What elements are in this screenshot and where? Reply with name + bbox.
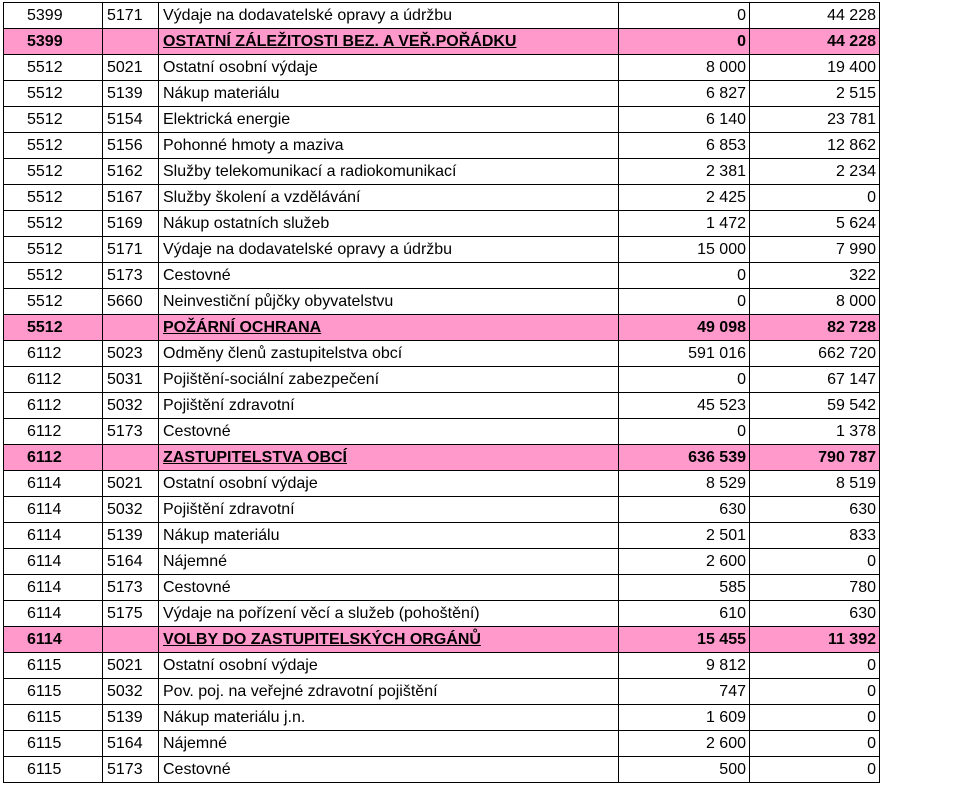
paragraph-code-cell: 6112 — [4, 367, 103, 393]
description-cell: Cestovné — [159, 419, 619, 445]
amount-a-cell: 2 425 — [619, 185, 750, 211]
paragraph-code-cell: 6115 — [4, 757, 103, 783]
amount-a-cell: 636 539 — [619, 445, 750, 471]
empty-gap-cell — [880, 757, 957, 783]
description-cell: ZASTUPITELSTVA OBCÍ — [159, 445, 619, 471]
amount-b-cell: 2 515 — [750, 81, 880, 107]
empty-gap-cell — [880, 263, 957, 289]
paragraph-code-cell: 6115 — [4, 731, 103, 757]
item-code-cell: 5032 — [103, 497, 159, 523]
amount-b-cell: 0 — [750, 549, 880, 575]
table-row — [4, 263, 957, 289]
budget-table-body — [4, 3, 957, 783]
amount-b-cell: 0 — [750, 757, 880, 783]
description-cell: Ostatní osobní výdaje — [159, 471, 619, 497]
amount-b-cell: 5 624 — [750, 211, 880, 237]
item-code-cell: 5021 — [103, 55, 159, 81]
amount-a-cell: 0 — [619, 263, 750, 289]
amount-a-cell: 0 — [619, 419, 750, 445]
amount-a-cell: 2 381 — [619, 159, 750, 185]
amount-b-cell: 82 728 — [750, 315, 880, 341]
item-code-cell: 5031 — [103, 367, 159, 393]
amount-a-cell: 2 600 — [619, 549, 750, 575]
empty-gap-cell — [880, 731, 957, 757]
amount-a-cell: 1 609 — [619, 705, 750, 731]
table-row — [4, 289, 957, 315]
table-row — [4, 237, 957, 263]
empty-gap-cell — [880, 471, 957, 497]
paragraph-code-cell: 5512 — [4, 133, 103, 159]
amount-b-cell: 8 519 — [750, 471, 880, 497]
amount-a-cell: 2 501 — [619, 523, 750, 549]
item-code-cell: 5660 — [103, 289, 159, 315]
empty-gap-cell — [880, 679, 957, 705]
paragraph-code-cell: 6114 — [4, 497, 103, 523]
paragraph-code-cell: 6115 — [4, 705, 103, 731]
item-code-cell: 5154 — [103, 107, 159, 133]
table-row — [4, 679, 957, 705]
item-code-cell: 5021 — [103, 653, 159, 679]
item-code-cell: 5139 — [103, 705, 159, 731]
description-cell: Pojištění zdravotní — [159, 497, 619, 523]
item-code-cell: 5173 — [103, 263, 159, 289]
amount-b-cell: 0 — [750, 731, 880, 757]
item-code-cell: 5173 — [103, 419, 159, 445]
description-cell: VOLBY DO ZASTUPITELSKÝCH ORGÁNŮ — [159, 627, 619, 653]
table-row — [4, 601, 957, 627]
empty-gap-cell — [880, 367, 957, 393]
table-row-total — [4, 445, 957, 471]
amount-a-cell: 630 — [619, 497, 750, 523]
item-code-cell: 5173 — [103, 575, 159, 601]
item-code-cell: 5164 — [103, 731, 159, 757]
empty-gap-cell — [880, 133, 957, 159]
paragraph-code-cell: 6114 — [4, 549, 103, 575]
amount-a-cell: 0 — [619, 29, 750, 55]
amount-b-cell: 630 — [750, 601, 880, 627]
amount-a-cell: 8 000 — [619, 55, 750, 81]
empty-gap-cell — [880, 705, 957, 731]
paragraph-code-cell: 5512 — [4, 237, 103, 263]
item-code-cell: 5164 — [103, 549, 159, 575]
paragraph-code-cell: 5399 — [4, 3, 103, 29]
amount-b-cell: 662 720 — [750, 341, 880, 367]
item-code-cell: 5156 — [103, 133, 159, 159]
empty-gap-cell — [880, 237, 957, 263]
empty-gap-cell — [880, 419, 957, 445]
description-cell: Pojištění-sociální zabezpečení — [159, 367, 619, 393]
empty-gap-cell — [880, 497, 957, 523]
table-row — [4, 367, 957, 393]
empty-gap-cell — [880, 315, 957, 341]
description-cell: Nájemné — [159, 731, 619, 757]
table-row — [4, 757, 957, 783]
description-cell: Výdaje na dodavatelské opravy a údržbu — [159, 3, 619, 29]
table-row — [4, 575, 957, 601]
empty-gap-cell — [880, 549, 957, 575]
paragraph-code-cell: 6112 — [4, 419, 103, 445]
item-code-cell: 5175 — [103, 601, 159, 627]
amount-a-cell: 585 — [619, 575, 750, 601]
paragraph-code-cell: 5512 — [4, 315, 103, 341]
paragraph-code-cell: 5512 — [4, 185, 103, 211]
description-cell: Elektrická energie — [159, 107, 619, 133]
table-row — [4, 523, 957, 549]
description-cell: OSTATNÍ ZÁLEŽITOSTI BEZ. A VEŘ.POŘÁDKU — [159, 29, 619, 55]
description-cell: Neinvestiční půjčky obyvatelstvu — [159, 289, 619, 315]
table-row — [4, 497, 957, 523]
description-cell: POŽÁRNÍ OCHRANA — [159, 315, 619, 341]
amount-b-cell: 8 000 — [750, 289, 880, 315]
budget-table — [3, 2, 957, 783]
amount-b-cell: 11 392 — [750, 627, 880, 653]
amount-a-cell: 6 827 — [619, 81, 750, 107]
empty-gap-cell — [880, 3, 957, 29]
paragraph-code-cell: 6112 — [4, 393, 103, 419]
description-cell: Nákup materiálu — [159, 81, 619, 107]
item-code-cell — [103, 445, 159, 471]
paragraph-code-cell: 6115 — [4, 679, 103, 705]
description-cell: Cestovné — [159, 263, 619, 289]
description-cell: Cestovné — [159, 575, 619, 601]
table-row — [4, 3, 957, 29]
table-row — [4, 55, 957, 81]
item-code-cell: 5021 — [103, 471, 159, 497]
amount-b-cell: 630 — [750, 497, 880, 523]
empty-gap-cell — [880, 653, 957, 679]
description-cell: Služby telekomunikací a radiokomunikací — [159, 159, 619, 185]
empty-gap-cell — [880, 107, 957, 133]
amount-b-cell: 12 862 — [750, 133, 880, 159]
amount-b-cell: 19 400 — [750, 55, 880, 81]
amount-a-cell: 591 016 — [619, 341, 750, 367]
table-row — [4, 393, 957, 419]
amount-a-cell: 15 455 — [619, 627, 750, 653]
empty-gap-cell — [880, 445, 957, 471]
paragraph-code-cell: 5512 — [4, 107, 103, 133]
amount-b-cell: 0 — [750, 185, 880, 211]
table-row — [4, 211, 957, 237]
amount-a-cell: 500 — [619, 757, 750, 783]
table-row-total — [4, 627, 957, 653]
table-row-total — [4, 315, 957, 341]
empty-gap-cell — [880, 627, 957, 653]
empty-gap-cell — [880, 289, 957, 315]
table-row — [4, 185, 957, 211]
table-row — [4, 107, 957, 133]
paragraph-code-cell: 6114 — [4, 601, 103, 627]
empty-gap-cell — [880, 55, 957, 81]
item-code-cell: 5171 — [103, 3, 159, 29]
amount-a-cell: 610 — [619, 601, 750, 627]
empty-gap-cell — [880, 523, 957, 549]
table-row — [4, 133, 957, 159]
description-cell: Cestovné — [159, 757, 619, 783]
amount-a-cell: 6 853 — [619, 133, 750, 159]
empty-gap-cell — [880, 393, 957, 419]
amount-a-cell: 8 529 — [619, 471, 750, 497]
amount-a-cell: 0 — [619, 367, 750, 393]
amount-b-cell: 322 — [750, 263, 880, 289]
table-row — [4, 159, 957, 185]
item-code-cell: 5171 — [103, 237, 159, 263]
table-row-total — [4, 29, 957, 55]
empty-gap-cell — [880, 601, 957, 627]
amount-b-cell: 44 228 — [750, 3, 880, 29]
amount-a-cell: 0 — [619, 289, 750, 315]
amount-a-cell: 45 523 — [619, 393, 750, 419]
amount-b-cell: 0 — [750, 679, 880, 705]
description-cell: Ostatní osobní výdaje — [159, 653, 619, 679]
table-row — [4, 549, 957, 575]
amount-b-cell: 67 147 — [750, 367, 880, 393]
amount-a-cell: 6 140 — [619, 107, 750, 133]
item-code-cell: 5139 — [103, 523, 159, 549]
amount-b-cell: 23 781 — [750, 107, 880, 133]
table-row — [4, 705, 957, 731]
empty-gap-cell — [880, 211, 957, 237]
paragraph-code-cell: 6112 — [4, 341, 103, 367]
description-cell: Nákup materiálu j.n. — [159, 705, 619, 731]
item-code-cell: 5173 — [103, 757, 159, 783]
description-cell: Výdaje na pořízení věcí a služeb (pohoštění) — [159, 601, 619, 627]
amount-b-cell: 0 — [750, 705, 880, 731]
paragraph-code-cell: 6112 — [4, 445, 103, 471]
description-cell: Služby školení a vzdělávání — [159, 185, 619, 211]
table-row — [4, 341, 957, 367]
description-cell: Pohonné hmoty a maziva — [159, 133, 619, 159]
description-cell: Nákup materiálu — [159, 523, 619, 549]
table-row — [4, 419, 957, 445]
paragraph-code-cell: 6115 — [4, 653, 103, 679]
amount-a-cell: 2 600 — [619, 731, 750, 757]
item-code-cell: 5032 — [103, 393, 159, 419]
item-code-cell — [103, 29, 159, 55]
amount-b-cell: 2 234 — [750, 159, 880, 185]
item-code-cell: 5139 — [103, 81, 159, 107]
amount-b-cell: 780 — [750, 575, 880, 601]
description-cell: Pov. poj. na veřejné zdravotní pojištění — [159, 679, 619, 705]
paragraph-code-cell: 5512 — [4, 211, 103, 237]
paragraph-code-cell: 5512 — [4, 159, 103, 185]
empty-gap-cell — [880, 575, 957, 601]
amount-b-cell: 59 542 — [750, 393, 880, 419]
description-cell: Výdaje na dodavatelské opravy a údržbu — [159, 237, 619, 263]
paragraph-code-cell: 5512 — [4, 55, 103, 81]
amount-b-cell: 7 990 — [750, 237, 880, 263]
item-code-cell — [103, 627, 159, 653]
item-code-cell: 5032 — [103, 679, 159, 705]
paragraph-code-cell: 5512 — [4, 81, 103, 107]
table-row — [4, 471, 957, 497]
item-code-cell — [103, 315, 159, 341]
empty-gap-cell — [880, 29, 957, 55]
paragraph-code-cell: 5512 — [4, 289, 103, 315]
amount-a-cell: 0 — [619, 3, 750, 29]
amount-a-cell: 49 098 — [619, 315, 750, 341]
item-code-cell: 5023 — [103, 341, 159, 367]
amount-a-cell: 9 812 — [619, 653, 750, 679]
paragraph-code-cell: 6114 — [4, 523, 103, 549]
empty-gap-cell — [880, 185, 957, 211]
item-code-cell: 5167 — [103, 185, 159, 211]
description-cell: Nákup ostatních služeb — [159, 211, 619, 237]
amount-a-cell: 747 — [619, 679, 750, 705]
table-row — [4, 81, 957, 107]
amount-b-cell: 44 228 — [750, 29, 880, 55]
amount-a-cell: 15 000 — [619, 237, 750, 263]
paragraph-code-cell: 6114 — [4, 471, 103, 497]
amount-b-cell: 1 378 — [750, 419, 880, 445]
amount-b-cell: 790 787 — [750, 445, 880, 471]
paragraph-code-cell: 6114 — [4, 575, 103, 601]
empty-gap-cell — [880, 159, 957, 185]
table-row — [4, 731, 957, 757]
paragraph-code-cell: 5512 — [4, 263, 103, 289]
amount-b-cell: 0 — [750, 653, 880, 679]
table-row — [4, 653, 957, 679]
description-cell: Odměny členů zastupitelstva obcí — [159, 341, 619, 367]
description-cell: Nájemné — [159, 549, 619, 575]
item-code-cell: 5162 — [103, 159, 159, 185]
description-cell: Pojištění zdravotní — [159, 393, 619, 419]
empty-gap-cell — [880, 81, 957, 107]
description-cell: Ostatní osobní výdaje — [159, 55, 619, 81]
empty-gap-cell — [880, 341, 957, 367]
amount-b-cell: 833 — [750, 523, 880, 549]
amount-a-cell: 1 472 — [619, 211, 750, 237]
paragraph-code-cell: 5399 — [4, 29, 103, 55]
item-code-cell: 5169 — [103, 211, 159, 237]
paragraph-code-cell: 6114 — [4, 627, 103, 653]
